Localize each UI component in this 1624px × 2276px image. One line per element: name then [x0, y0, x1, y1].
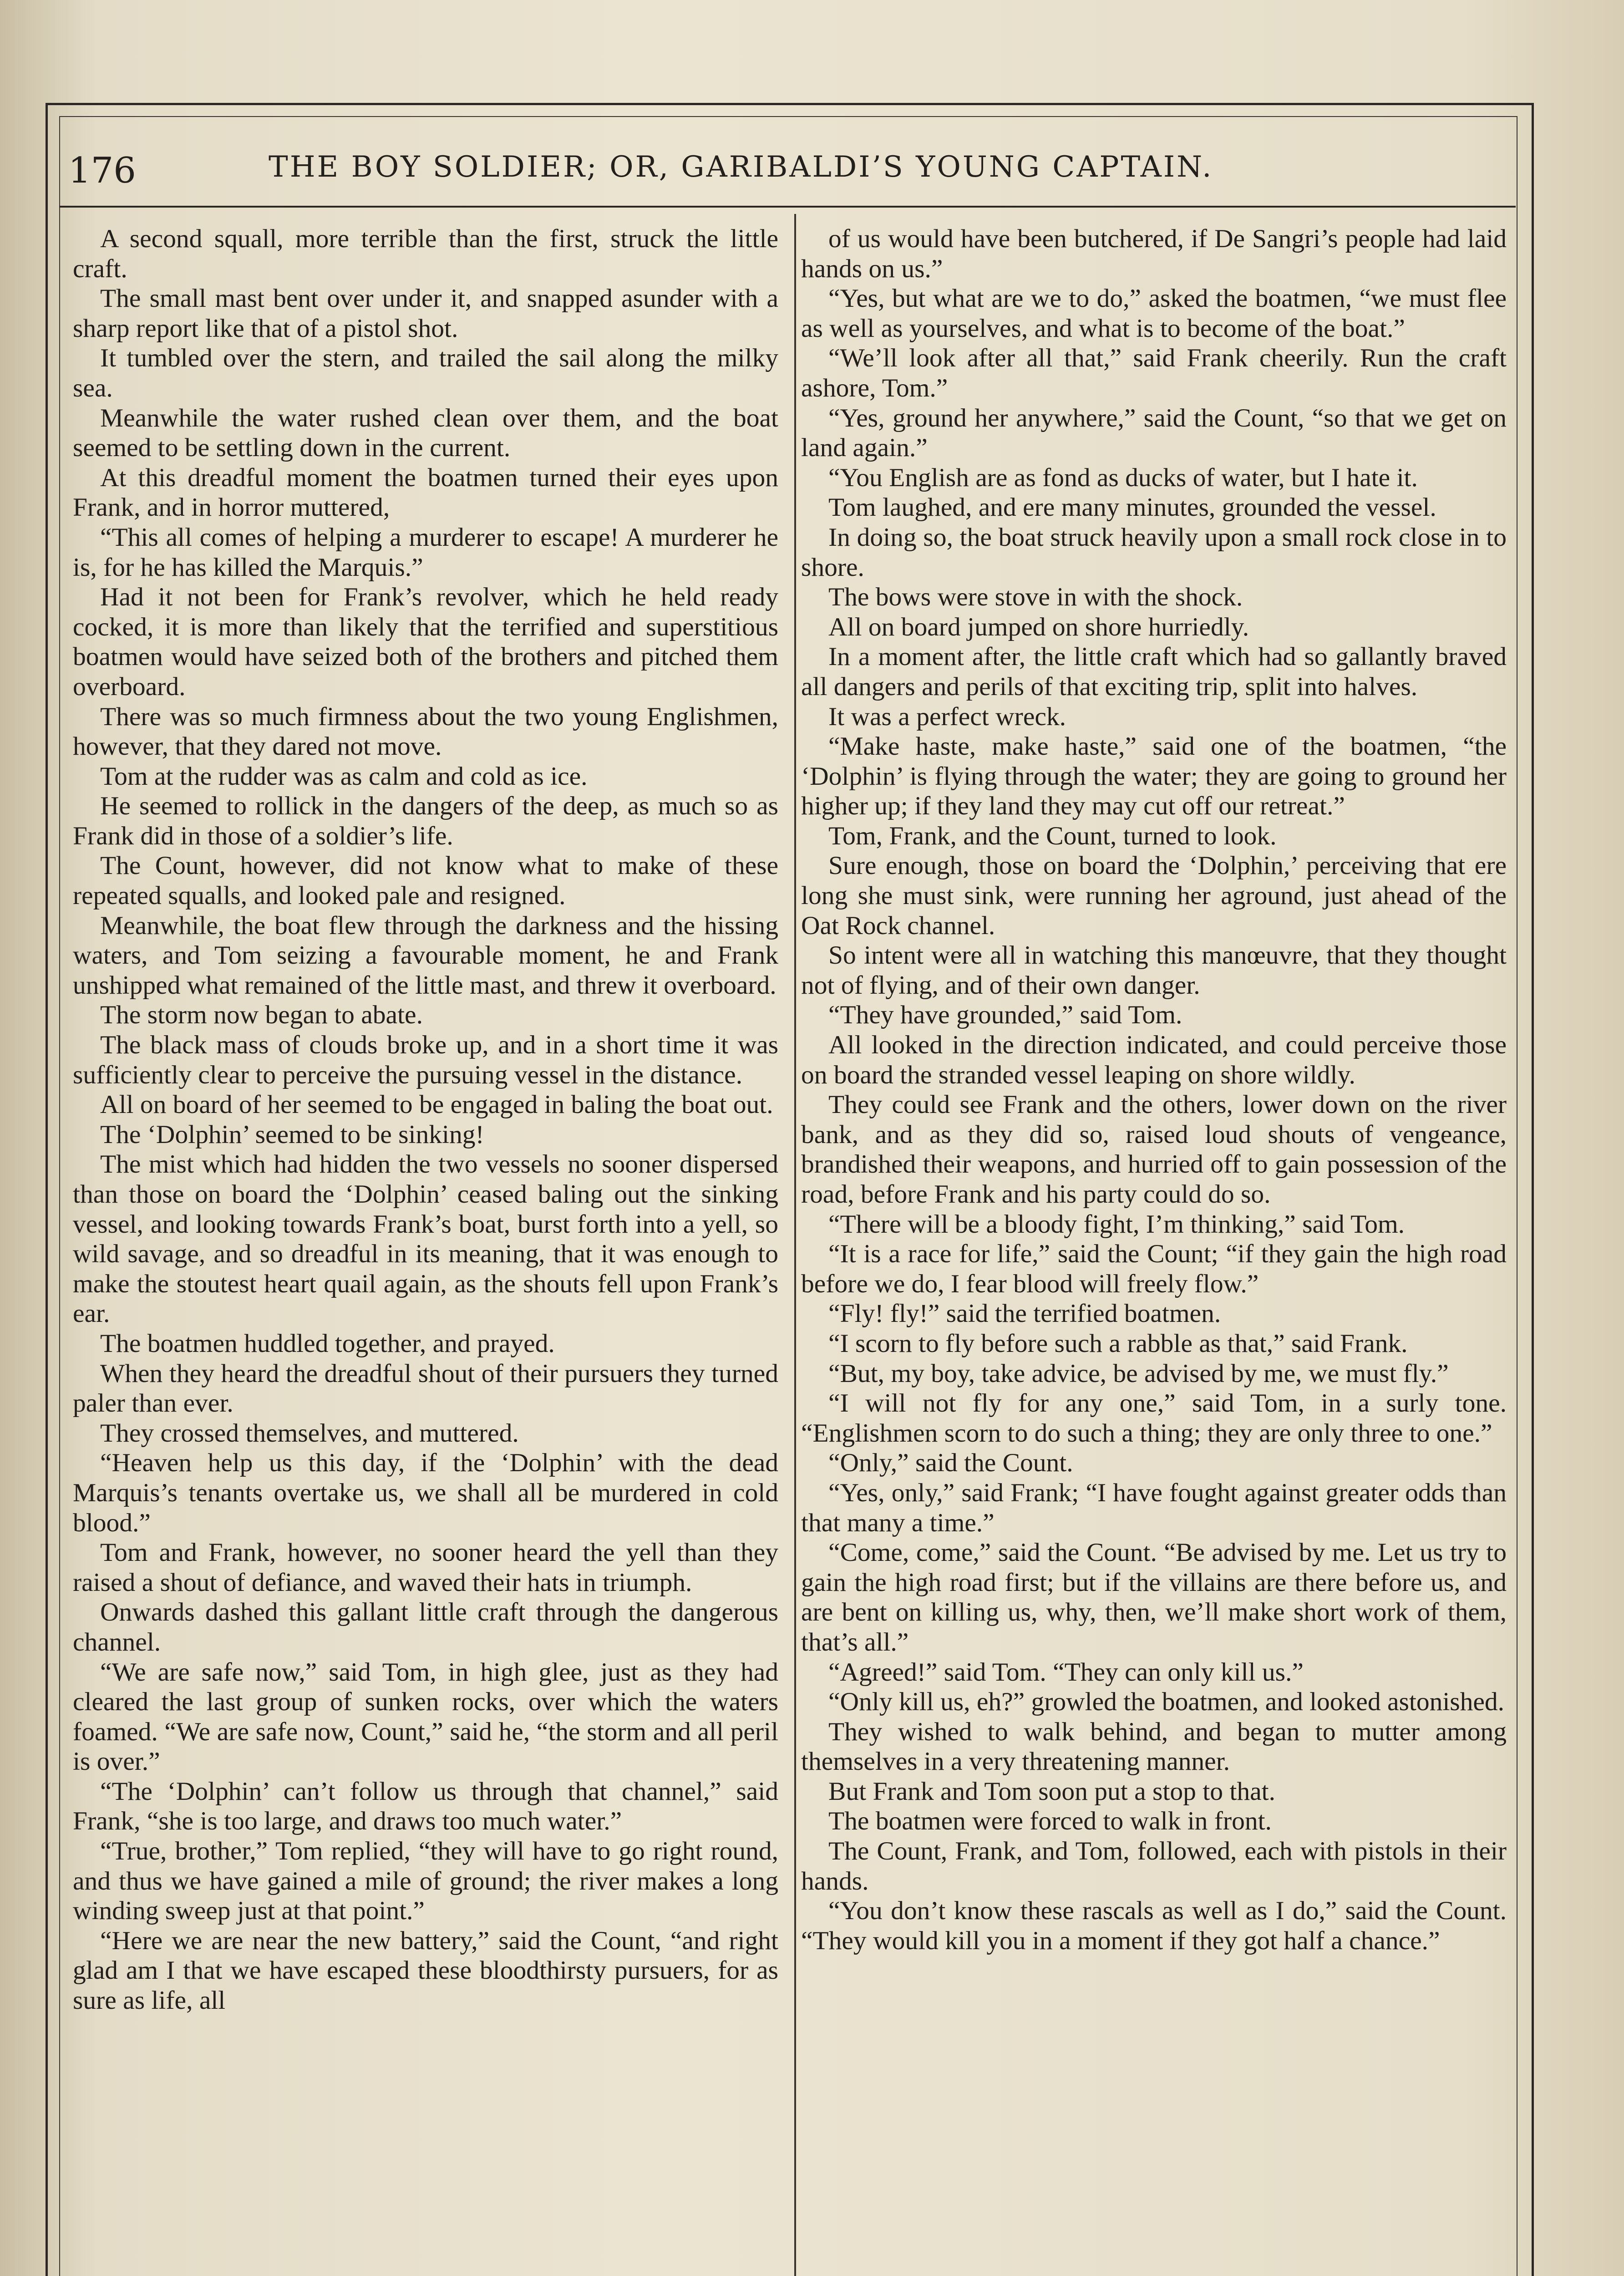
paragraph: “Yes, only,” said Frank; “I have fought against greater odds than that many a time.” [801, 1478, 1507, 1537]
paragraph: The boatmen huddled together, and prayed. [100, 1329, 555, 1358]
paragraph: They could see Frank and the others, lower down on the river bank, and as they did so, raised loud shouts of vengeance, brandished their weapons, and hurried off to gain possession of the road, before Frank and his party could do so. [801, 1090, 1507, 1209]
paragraph: of us would have been butchered, if De Sangri’s people had laid hands on us.” [801, 224, 1507, 283]
paragraph: “Make haste, make haste,” said one of the boatmen, “the ‘Dolphin’ is flying through the water; they are going to ground her higher up; if they land they may cut off our retreat.” [801, 732, 1507, 821]
paragraph: When they heard the dreadful shout of their pursuers they turned paler than ever. [73, 1359, 778, 1418]
paragraph: The storm now began to abate. [100, 1001, 423, 1030]
paragraph: Meanwhile, the boat flew through the darkness and the hissing waters, and Tom seizing a favourable moment, he and Frank unshipped what remained of the little mast, and threw it overboard. [73, 911, 778, 1000]
paragraph: The small mast bent over under it, and snapped asunder with a sharp report like that of a pistol shot. [73, 284, 778, 343]
paragraph: Tom and Frank, however, no sooner heard the yell than they raised a shout of defiance, and waved their hats in triumph. [73, 1538, 778, 1597]
paragraph: Sure enough, those on board the ‘Dolphin,’ perceiving that ere long she must sink, were running her aground, just ahead of the Oat Rock channel. [801, 851, 1507, 940]
page-number: 176 [68, 150, 136, 191]
paragraph: The bows were stove in with the shock. [828, 583, 1243, 612]
paragraph: “It is a race for life,” said the Count; “if they gain the high road before we do, I fear blood will freely flow.” [801, 1240, 1507, 1298]
header-rule [59, 206, 1516, 208]
paragraph: The Count, Frank, and Tom, followed, each with pistols in their hands. [801, 1837, 1507, 1895]
paragraph: In a moment after, the little craft which had so gallantly braved all dangers and perils of that exciting trip, split into halves. [801, 642, 1507, 701]
paragraph: “They have grounded,” said Tom. [828, 1001, 1182, 1030]
paragraph: “This all comes of helping a murderer to escape! A murderer he is, for he has killed the Marquis.” [73, 523, 778, 582]
paragraph: “The ‘Dolphin’ can’t follow us through that channel,” said Frank, “she is too large, and draws too much water.” [73, 1777, 778, 1836]
paragraph: “There will be a bloody fight, I’m thinking,” said Tom. [828, 1209, 1405, 1239]
paragraph: “Yes, ground her anywhere,” said the Count, “so that we get on land again.” [801, 403, 1507, 462]
paragraph: The ‘Dolphin’ seemed to be sinking! [100, 1120, 484, 1149]
paragraph: Meanwhile the water rushed clean over them, and the boat seemed to be settling down in the current. [73, 403, 778, 462]
paragraph: At this dreadful moment the boatmen turned their eyes upon Frank, and in horror muttered, [73, 463, 778, 522]
paragraph: It tumbled over the stern, and trailed the sail along the milky sea. [73, 344, 778, 402]
paragraph: “Only,” said the Count. [828, 1448, 1073, 1478]
paragraph: In doing so, the boat struck heavily upon a small rock close in to shore. [801, 523, 1507, 582]
paragraph: “Here we are near the new battery,” said the Count, “and right glad am I that we have escaped these bloodthirsty pursuers, for as sure as life, all [73, 1926, 778, 2015]
paragraph: There was so much firmness about the two young Englishmen, however, that they dared not move. [73, 702, 778, 761]
paragraph: The black mass of clouds broke up, and in a short time it was sufficiently clear to perceive the pursuing vessel in the distance. [73, 1031, 778, 1089]
paragraph: “Agreed!” said Tom. “They can only kill us.” [828, 1657, 1304, 1687]
paragraph: All looked in the direction indicated, and could perceive those on board the stranded vessel leaping on shore wildly. [801, 1031, 1507, 1089]
paragraph: The mist which had hidden the two vessels no sooner dispersed than those on board the ‘Dolphin’ ceased baling out the sinking vessel, and looking towards Frank’s boat, burst forth into a yell, so wild savage, and so dreadful in its meaning, that it was enough to make the stoutest heart quail again, as the shouts fell upon Frank’s ear. [73, 1150, 778, 1328]
paragraph: “Yes, but what are we to do,” asked the boatmen, “we must flee as well as yourselves, and what is to become of the boat.” [801, 284, 1507, 343]
paragraph: “Heaven help us this day, if the ‘Dolphin’ with the dead Marquis’s tenants overtake us, we shall all be murdered in cold blood.” [73, 1448, 778, 1537]
paragraph: “But, my boy, take advice, be advised by me, we must fly.” [828, 1359, 1449, 1388]
paragraph: All on board jumped on shore hurriedly. [828, 612, 1249, 641]
paragraph: “True, brother,” Tom replied, “they will have to go right round, and thus we have gained a mile of ground; the river makes a long winding sweep just at that point.” [73, 1837, 778, 1925]
paragraph: “We are safe now,” said Tom, in high glee, just as they had cleared the last group of sunken rocks, over which the waters foamed. “We are safe now, Count,” said he, “the storm and all peril is over.” [73, 1657, 778, 1776]
paragraph: Tom at the rudder was as calm and cold as ice. [100, 762, 588, 791]
paragraph: A second squall, more terrible than the first, struck the little craft. [73, 224, 778, 283]
paragraph: It was a perfect wreck. [828, 702, 1066, 731]
running-title: THE BOY SOLDIER; OR, GARIBALDI’S YOUNG CAPTAIN. [269, 150, 1213, 184]
left-column [73, 224, 778, 2276]
paragraph: Had it not been for Frank’s revolver, which he held ready cocked, it is more than likely that the terrified and superstitious boatmen would have seized both of the brothers and pitched them overboard. [73, 583, 778, 701]
paragraph: “You English are as fond as ducks of water, but I hate it. [828, 463, 1418, 492]
paragraph: “Only kill us, eh?” growled the boatmen, and looked astonished. [828, 1687, 1505, 1717]
paragraph: All on board of her seemed to be engaged in baling the boat out. [100, 1090, 773, 1119]
paragraph: The Count, however, did not know what to make of these repeated squalls, and looked pale and resigned. [73, 851, 778, 910]
paragraph: They crossed themselves, and muttered. [100, 1418, 519, 1448]
paragraph: Tom laughed, and ere many minutes, grounded the vessel. [828, 493, 1436, 522]
paragraph: Tom, Frank, and the Count, turned to look. [828, 821, 1277, 850]
paragraph: So intent were all in watching this manœuvre, that they thought not of flying, and of their own danger. [801, 941, 1507, 1000]
paragraph: “Fly! fly!” said the terrified boatmen. [828, 1299, 1221, 1328]
paragraph: “I scorn to fly before such a rabble as that,” said Frank. [828, 1329, 1408, 1358]
paragraph: The boatmen were forced to walk in front. [828, 1807, 1272, 1836]
paragraph: They wished to walk behind, and began to mutter among themselves in a very threatening manner. [801, 1717, 1507, 1776]
paragraph: “You don’t know these rascals as well as I do,” said the Count. “They would kill you in a moment if they got half a chance.” [801, 1896, 1507, 1955]
paragraph: Onwards dashed this gallant little craft through the dangerous channel. [73, 1598, 778, 1656]
paragraph: “We’ll look after all that,” said Frank cheerily. Run the craft ashore, Tom.” [801, 344, 1507, 402]
paragraph: “I will not fly for any one,” said Tom, in a surly tone. “Englishmen scorn to do such a thing; they are only three to one.” [801, 1389, 1507, 1448]
right-column [801, 224, 1507, 2276]
column-divider [794, 214, 796, 2276]
paragraph: “Come, come,” said the Count. “Be advised by me. Let us try to gain the high road first; but if the villains are there before us, and are bent on killing us, why, then, we’ll make short work of them, that’s all.” [801, 1538, 1507, 1656]
paragraph: But Frank and Tom soon put a stop to that. [828, 1777, 1275, 1806]
paragraph: He seemed to rollick in the dangers of the deep, as much so as Frank did in those of a soldier’s life. [73, 792, 778, 850]
